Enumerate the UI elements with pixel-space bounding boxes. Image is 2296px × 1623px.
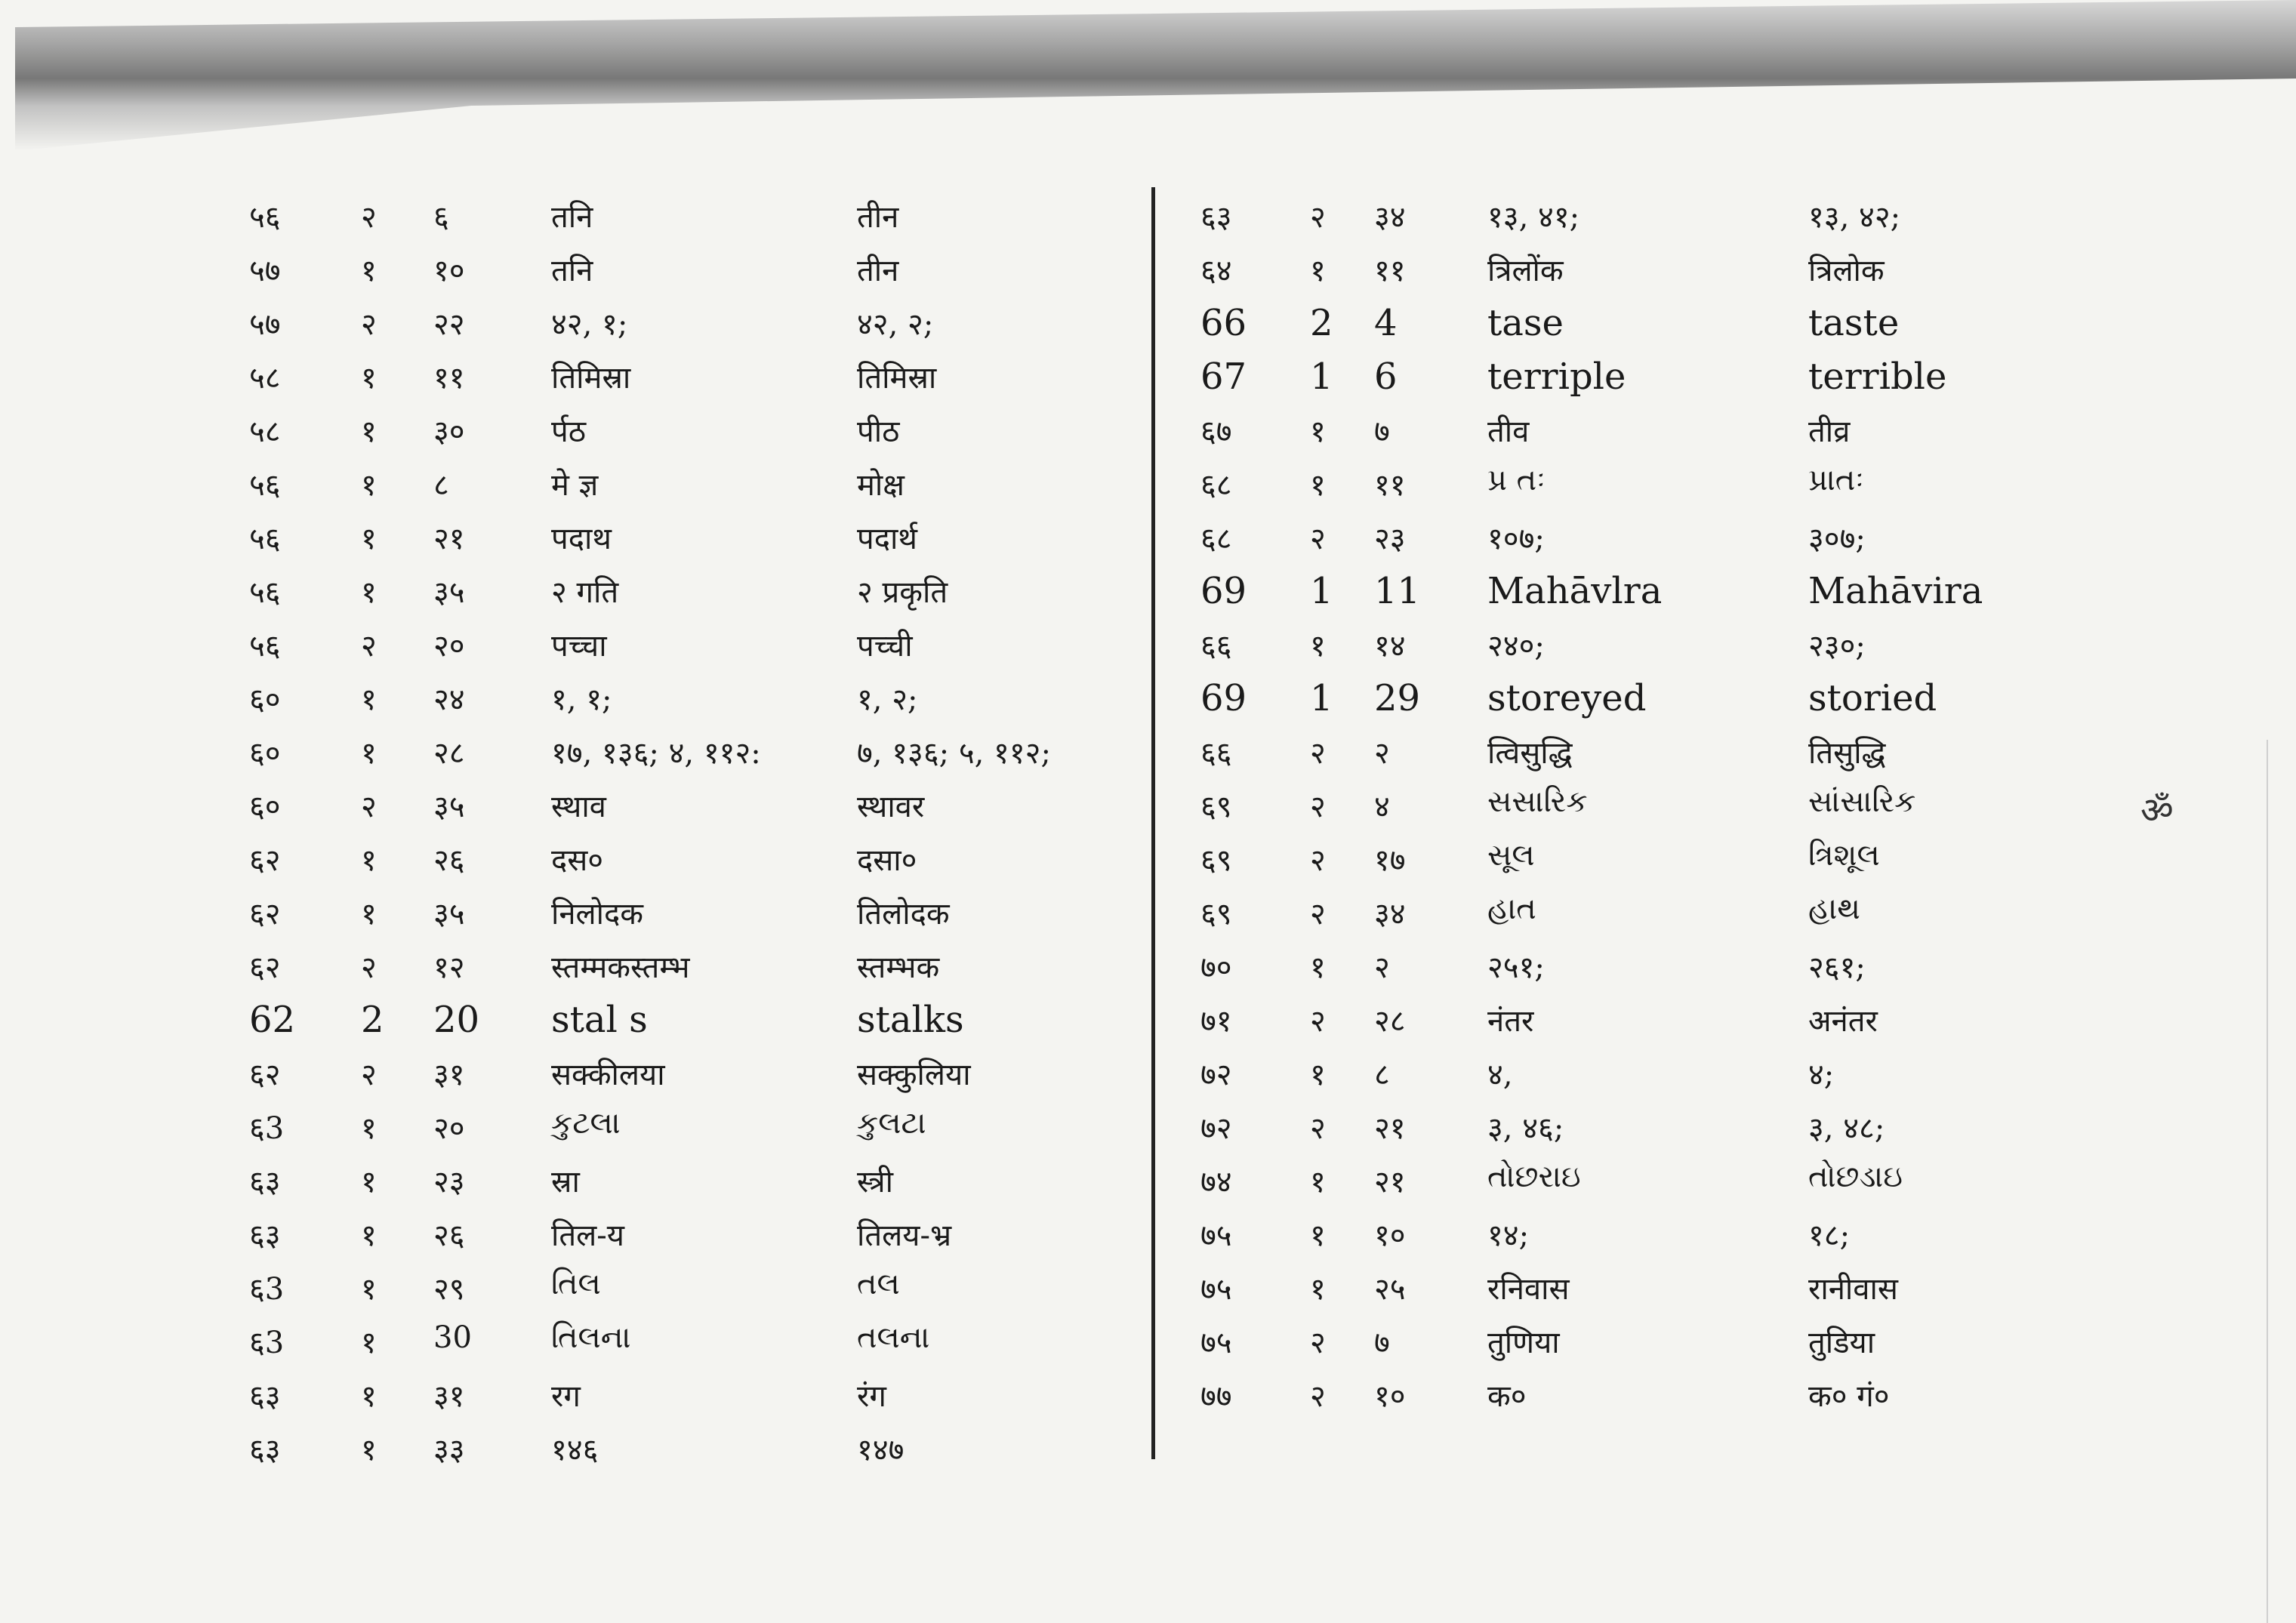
column-number: १ — [1310, 629, 1326, 664]
column-number: 1 — [1310, 677, 1333, 719]
errata-row — [249, 1098, 1140, 1152]
line-number: ६ — [433, 200, 449, 235]
page-number: ६3 — [249, 1111, 285, 1146]
errata-row — [249, 884, 1140, 938]
correct-text: तीन — [857, 200, 899, 235]
errata-row — [1200, 509, 2174, 562]
line-number: १० — [433, 254, 465, 288]
wrong-text: પ્ર તઃ — [1487, 463, 1546, 497]
correct-text: સાંસારિક — [1808, 784, 1916, 819]
errata-row — [1200, 830, 2174, 884]
left-errata-column — [249, 187, 1140, 1474]
page-number: ७० — [1200, 950, 1232, 985]
line-number: २२ — [433, 307, 465, 342]
column-number: १ — [1310, 1272, 1326, 1307]
wrong-text: १०७; — [1487, 522, 1545, 556]
column-number: १ — [361, 1218, 377, 1253]
line-number: 29 — [1374, 677, 1421, 719]
line-number: ३४ — [1374, 200, 1406, 235]
errata-row — [249, 1152, 1140, 1206]
wrong-text: ४२, १; — [551, 307, 628, 342]
errata-row — [1200, 884, 2174, 938]
line-number: ४ — [1374, 790, 1390, 824]
wrong-text: terriple — [1487, 356, 1626, 398]
wrong-text: तीव — [1487, 414, 1530, 449]
wrong-text: १७, १३६; ४, ११२: — [551, 736, 761, 771]
correct-text: तिसुद्धि — [1808, 736, 1886, 771]
line-number: २३ — [1374, 522, 1406, 556]
wrong-text: र्पठ — [551, 414, 586, 449]
line-number: ८ — [433, 468, 449, 503]
line-number: 20 — [433, 999, 480, 1041]
wrong-text: तिल-य — [551, 1218, 624, 1253]
correct-text: તોછડાઇ — [1808, 1160, 1903, 1194]
wrong-text: पदाथ — [551, 522, 612, 556]
page-number: ६० — [249, 790, 281, 824]
errata-row — [249, 402, 1140, 455]
errata-row — [1200, 938, 2174, 991]
line-number: 6 — [1374, 356, 1398, 398]
wrong-text: ३, ४६; — [1487, 1111, 1564, 1146]
line-number: ११ — [433, 361, 465, 396]
line-number: ११ — [1374, 254, 1406, 288]
page-number: ६३ — [1200, 200, 1232, 235]
errata-row — [249, 562, 1140, 616]
page-number: ६९ — [1200, 843, 1232, 878]
column-number: १ — [361, 522, 377, 556]
page-number: ६९ — [1200, 790, 1232, 824]
line-number: २० — [433, 1111, 465, 1146]
column-number: २ — [1310, 736, 1326, 771]
wrong-text: त्रिलोंक — [1487, 254, 1564, 288]
line-number: १२ — [433, 950, 465, 985]
correct-text: હાથ — [1808, 892, 1860, 926]
correct-text: ४२, २; — [857, 307, 934, 342]
column-number: १ — [361, 361, 377, 396]
column-number: २ — [1310, 897, 1326, 932]
errata-row — [249, 938, 1140, 991]
line-number: १० — [1374, 1218, 1406, 1253]
correct-text: ત્રિશૂલ — [1808, 838, 1880, 873]
column-number: १ — [1310, 468, 1326, 503]
correct-text: ३, ४८; — [1808, 1111, 1885, 1146]
errata-row — [249, 509, 1140, 562]
wrong-text: तनि — [551, 254, 593, 288]
correct-text: २६१; — [1808, 950, 1866, 985]
page-number: ६२ — [249, 843, 281, 878]
column-number: 2 — [1310, 302, 1333, 344]
column-number: १ — [361, 1165, 377, 1200]
page-number: ७२ — [1200, 1058, 1232, 1092]
wrong-text: Mahāvlra — [1487, 570, 1663, 612]
wrong-text: मे ज्ञ — [551, 468, 599, 503]
column-number: १ — [361, 682, 377, 717]
correct-text: ७, १३६; ५, ११२; — [857, 736, 1051, 771]
line-number: ३४ — [1374, 897, 1406, 932]
line-number: ३३ — [433, 1433, 465, 1467]
correct-text: तिमिस्रा — [857, 361, 937, 396]
column-number: २ — [1310, 790, 1326, 824]
errata-row — [1200, 1313, 2174, 1366]
page-number: ६० — [249, 736, 281, 771]
page-number: 69 — [1200, 570, 1247, 612]
correct-text: २३०; — [1808, 629, 1866, 664]
correct-text: तिलोदक — [857, 897, 950, 932]
page-number: ५६ — [249, 629, 281, 664]
correct-text: taste — [1808, 302, 1900, 344]
correct-text: storied — [1808, 677, 1937, 719]
wrong-text: १४६ — [551, 1433, 599, 1467]
correct-text: २ प्रकृति — [857, 575, 948, 610]
errata-row — [1200, 1045, 2174, 1098]
page-number: ६३ — [249, 1218, 281, 1253]
errata-row — [1200, 562, 2174, 616]
line-number: २९ — [433, 1272, 465, 1307]
column-number: १ — [361, 1111, 377, 1146]
wrong-text: કુટલા — [551, 1106, 621, 1141]
right-errata-column — [1200, 187, 2174, 1420]
column-number: १ — [361, 897, 377, 932]
column-number: १ — [361, 575, 377, 610]
column-number: १ — [361, 843, 377, 878]
line-number: २१ — [433, 522, 465, 556]
column-number: २ — [1310, 1326, 1326, 1360]
correct-text: १८; — [1808, 1218, 1851, 1253]
errata-row — [1200, 455, 2174, 509]
column-number: २ — [1310, 1004, 1326, 1039]
wrong-text: तनि — [551, 200, 593, 235]
page-number: 69 — [1200, 677, 1247, 719]
scan-top-shadow — [15, 0, 2296, 151]
errata-row — [249, 455, 1140, 509]
page-number: ६८ — [1200, 522, 1232, 556]
line-number: ३१ — [433, 1379, 465, 1414]
column-number: २ — [361, 629, 377, 664]
page-number: ५८ — [249, 414, 281, 449]
line-number: २४ — [433, 682, 465, 717]
wrong-text: स्तम्मकस्तम्भ — [551, 950, 690, 985]
line-number: २१ — [1374, 1111, 1406, 1146]
wrong-text: त्विसुद्धि — [1487, 736, 1573, 771]
wrong-text: સૂલ — [1487, 838, 1535, 873]
errata-row — [1200, 670, 2174, 723]
page-number: ७७ — [1200, 1379, 1232, 1414]
wrong-text: तिमिस्रा — [551, 361, 631, 396]
correct-text: તલ — [857, 1267, 900, 1301]
column-number: १ — [1310, 1218, 1326, 1253]
page-number: ६९ — [1200, 897, 1232, 932]
correct-text: કુલટા — [857, 1106, 926, 1141]
errata-row — [249, 723, 1140, 777]
page-number: 62 — [249, 999, 296, 1041]
page-number: ७२ — [1200, 1111, 1232, 1146]
errata-row — [249, 1045, 1140, 1098]
errata-row — [249, 1206, 1140, 1259]
page-number: ६८ — [1200, 468, 1232, 503]
column-number: १ — [1310, 254, 1326, 288]
errata-row — [1200, 1366, 2174, 1420]
errata-row — [249, 1366, 1140, 1420]
column-number: १ — [361, 414, 377, 449]
wrong-text: २४०; — [1487, 629, 1545, 664]
page-number: ६२ — [249, 950, 281, 985]
errata-row — [249, 1420, 1140, 1474]
errata-row — [249, 348, 1140, 402]
wrong-text: १४; — [1487, 1218, 1530, 1253]
errata-row — [249, 670, 1140, 723]
correct-text: सक्कुलिया — [857, 1058, 971, 1092]
wrong-text: તોછરાઇ — [1487, 1160, 1581, 1194]
errata-row — [1200, 294, 2174, 348]
line-number: २ — [1374, 950, 1390, 985]
page-number: ५७ — [249, 254, 281, 288]
errata-row — [1200, 616, 2174, 670]
page-number: ५६ — [249, 200, 281, 235]
line-number: २६ — [433, 843, 465, 878]
page-number: ६3 — [249, 1272, 285, 1307]
page-number: ६० — [249, 682, 281, 717]
correct-text: रानीवास — [1808, 1272, 1898, 1307]
correct-text: तुडिया — [1808, 1326, 1875, 1360]
line-number: १७ — [1374, 843, 1406, 878]
wrong-text: स्रा — [551, 1165, 580, 1200]
page-number: ६3 — [249, 1326, 285, 1360]
page-number: ५६ — [249, 522, 281, 556]
wrong-text: क० — [1487, 1379, 1527, 1414]
page-number: ७१ — [1200, 1004, 1232, 1039]
column-number: १ — [1310, 1058, 1326, 1092]
column-number: १ — [361, 1326, 377, 1360]
column-number: २ — [361, 200, 377, 235]
errata-row — [1200, 1152, 2174, 1206]
errata-row — [249, 1313, 1140, 1366]
column-number: २ — [361, 307, 377, 342]
wrong-text: दस० — [551, 843, 604, 878]
column-number: १ — [1310, 1165, 1326, 1200]
errata-row — [249, 294, 1140, 348]
page-number: 67 — [1200, 356, 1247, 398]
correct-text: स्थावर — [857, 790, 925, 824]
wrong-text: १३, ४१; — [1487, 200, 1580, 235]
page-number: ६२ — [249, 897, 281, 932]
column-divider — [1151, 187, 1155, 1459]
margin-mark: ॐ — [2140, 790, 2174, 832]
errata-row — [1200, 402, 2174, 455]
line-number: १० — [1374, 1379, 1406, 1414]
line-number: ३५ — [433, 897, 465, 932]
page-number: ५७ — [249, 307, 281, 342]
line-number: ८ — [1374, 1058, 1390, 1092]
page-number: ६३ — [249, 1379, 281, 1414]
wrong-text: तुणिया — [1487, 1326, 1560, 1360]
column-number: १ — [1310, 950, 1326, 985]
line-number: ७ — [1374, 1326, 1390, 1360]
correct-text: त्रिलोक — [1808, 254, 1885, 288]
correct-text: पच्ची — [857, 629, 913, 664]
page-number: ५८ — [249, 361, 281, 396]
column-number: १ — [361, 254, 377, 288]
wrong-text: रग — [551, 1379, 581, 1414]
correct-text: ४; — [1808, 1058, 1835, 1092]
line-number: २० — [433, 629, 465, 664]
errata-row — [1200, 1098, 2174, 1152]
wrong-text: निलोदक — [551, 897, 643, 932]
errata-row — [249, 241, 1140, 294]
page-number: ७५ — [1200, 1272, 1232, 1307]
errata-row — [249, 187, 1140, 241]
wrong-text: पच्चा — [551, 629, 607, 664]
correct-text: मोक्ष — [857, 468, 905, 503]
wrong-text: नंतर — [1487, 1004, 1534, 1039]
page-number: ६४ — [1200, 254, 1232, 288]
column-number: १ — [361, 1379, 377, 1414]
wrong-text: હાત — [1487, 892, 1536, 926]
page-number: ६३ — [249, 1165, 281, 1200]
wrong-text: સસારિક — [1487, 784, 1588, 819]
correct-text: પ્રાતઃ — [1808, 463, 1864, 497]
errata-row — [1200, 348, 2174, 402]
column-number: १ — [361, 736, 377, 771]
correct-text: १, २; — [857, 682, 918, 717]
errata-row — [1200, 187, 2174, 241]
correct-text: તલના — [857, 1320, 930, 1355]
page-number: ७४ — [1200, 1165, 1232, 1200]
page-number: ६३ — [249, 1433, 281, 1467]
page-number: ५६ — [249, 575, 281, 610]
line-number: ७ — [1374, 414, 1390, 449]
wrong-text: सक्कीलया — [551, 1058, 665, 1092]
column-number: 1 — [1310, 570, 1333, 612]
line-number: २ — [1374, 736, 1390, 771]
column-number: २ — [1310, 1379, 1326, 1414]
column-number: 2 — [361, 999, 384, 1041]
correct-text: terrible — [1808, 356, 1947, 398]
line-number: १४ — [1374, 629, 1406, 664]
wrong-text: તિલના — [551, 1320, 631, 1355]
line-number: ३१ — [433, 1058, 465, 1092]
wrong-text: storeyed — [1487, 677, 1647, 719]
wrong-text: २ गति — [551, 575, 619, 610]
line-number: 11 — [1374, 570, 1421, 612]
correct-text: क० गं० — [1808, 1379, 1890, 1414]
errata-row — [1200, 1206, 2174, 1259]
errata-row — [249, 991, 1140, 1045]
column-number: १ — [361, 1272, 377, 1307]
errata-row — [249, 1259, 1140, 1313]
page-number: ६७ — [1200, 414, 1232, 449]
line-number: २६ — [433, 1218, 465, 1253]
line-number: ११ — [1374, 468, 1406, 503]
correct-text: stalks — [857, 999, 964, 1041]
line-number: २५ — [1374, 1272, 1406, 1307]
wrong-text: તિલ — [551, 1267, 601, 1301]
line-number: ३५ — [433, 790, 465, 824]
line-number: २८ — [1374, 1004, 1406, 1039]
column-number: १ — [361, 1433, 377, 1467]
page-number: 66 — [1200, 302, 1247, 344]
column-number: २ — [1310, 843, 1326, 878]
errata-row — [249, 616, 1140, 670]
correct-text: १४७ — [857, 1433, 905, 1467]
wrong-text: २५१; — [1487, 950, 1545, 985]
errata-row — [1200, 991, 2174, 1045]
wrong-text: stal s — [551, 999, 648, 1041]
correct-text: तिलय-भ्र — [857, 1218, 952, 1253]
correct-text: पदार्थ — [857, 522, 917, 556]
wrong-text: ४, — [1487, 1058, 1513, 1092]
line-number: ३५ — [433, 575, 465, 610]
wrong-text: tase — [1487, 302, 1564, 344]
column-number: १ — [361, 468, 377, 503]
page-number: ६२ — [249, 1058, 281, 1092]
correct-text: दसा० — [857, 843, 917, 878]
line-number: २१ — [1374, 1165, 1406, 1200]
errata-row — [1200, 723, 2174, 777]
column-number: 1 — [1310, 356, 1333, 398]
wrong-text: रनिवास — [1487, 1272, 1570, 1307]
errata-row — [1200, 1259, 2174, 1313]
correct-text: तीव्र — [1808, 414, 1851, 449]
page-edge-line — [2267, 740, 2268, 1623]
correct-text: १३, ४२; — [1808, 200, 1901, 235]
line-number: 30 — [433, 1320, 472, 1355]
page-number: ६६ — [1200, 629, 1232, 664]
wrong-text: स्थाव — [551, 790, 606, 824]
errata-row — [1200, 241, 2174, 294]
page-number: ५६ — [249, 468, 281, 503]
page-number: ७५ — [1200, 1218, 1232, 1253]
column-number: २ — [361, 790, 377, 824]
column-number: २ — [361, 950, 377, 985]
line-number: 4 — [1374, 302, 1398, 344]
line-number: ३० — [433, 414, 465, 449]
page-number: ६६ — [1200, 736, 1232, 771]
wrong-text: १, १; — [551, 682, 612, 717]
errata-row — [249, 777, 1140, 830]
line-number: २८ — [433, 736, 465, 771]
errata-row — [1200, 777, 2174, 830]
column-number: १ — [1310, 414, 1326, 449]
column-number: २ — [1310, 522, 1326, 556]
line-number: २३ — [433, 1165, 465, 1200]
column-number: २ — [1310, 1111, 1326, 1146]
correct-text: ३०७; — [1808, 522, 1866, 556]
column-number: २ — [1310, 200, 1326, 235]
correct-text: स्तम्भक — [857, 950, 940, 985]
correct-text: स्त्री — [857, 1165, 893, 1200]
correct-text: रंग — [857, 1379, 886, 1414]
correct-text: अनंतर — [1808, 1004, 1878, 1039]
correct-text: Mahāvira — [1808, 570, 1983, 612]
correct-text: पीठ — [857, 414, 900, 449]
correct-text: तीन — [857, 254, 899, 288]
page-number: ७५ — [1200, 1326, 1232, 1360]
column-number: २ — [361, 1058, 377, 1092]
errata-row — [249, 830, 1140, 884]
